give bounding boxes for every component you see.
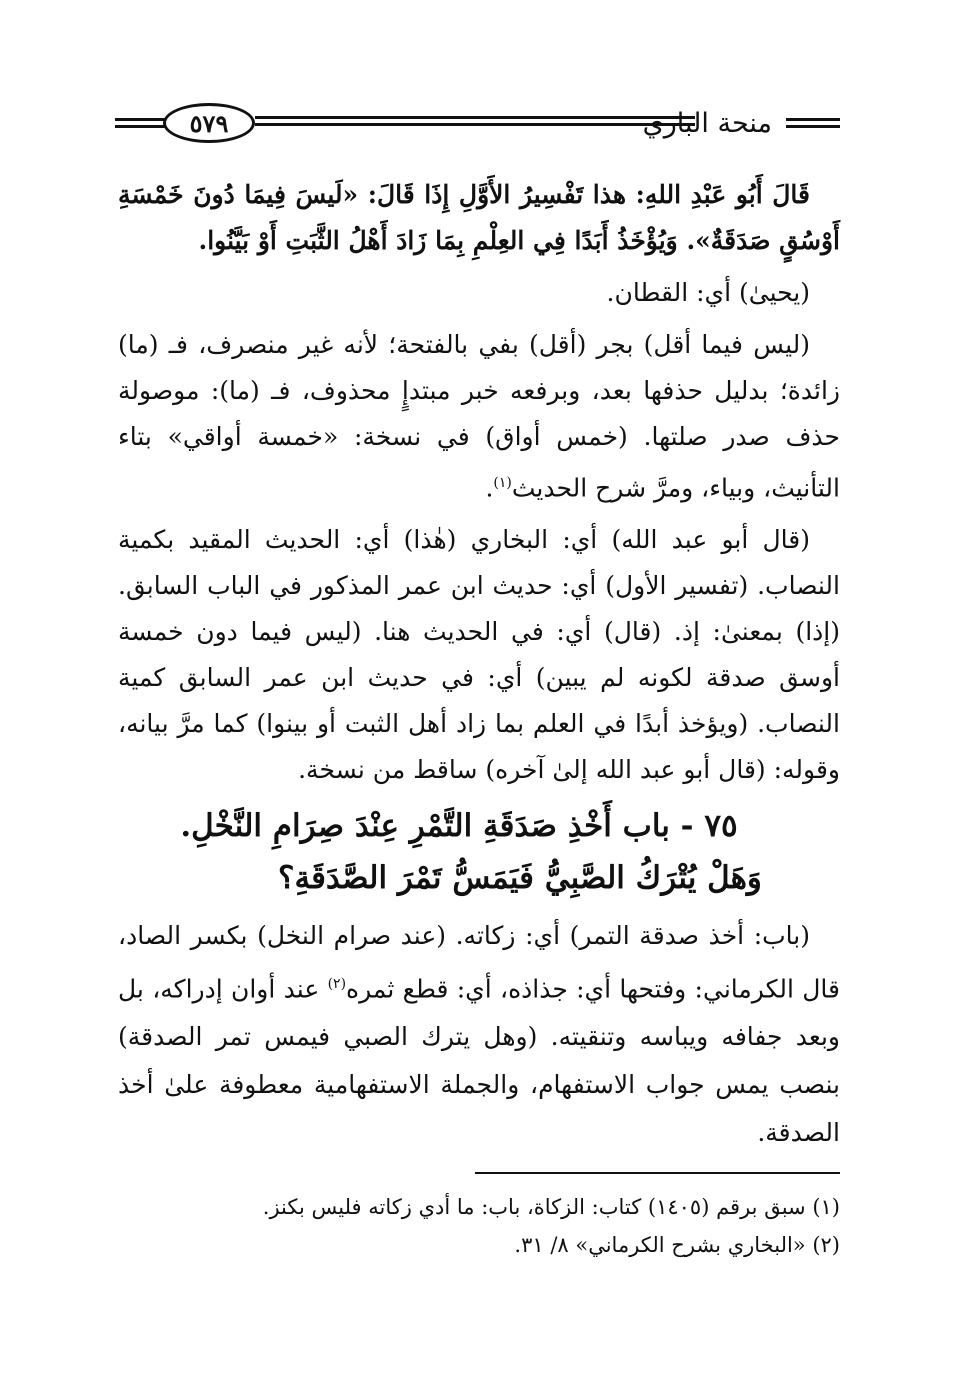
book-title: منحة الباري bbox=[642, 108, 772, 139]
chapter-heading bbox=[118, 800, 840, 904]
footnote-divider bbox=[475, 1172, 840, 1174]
page-header bbox=[115, 100, 840, 160]
page-number-badge bbox=[163, 103, 255, 143]
commentary-paragraph-2-text: (ليس فيما أقل) بجر (أقل) بفي بالفتحة؛ لأنه غير منصرف، فـ (ما) زائدة؛ بدليل حذفها بعد، وبرفعه خبر مبتدإٍ محذوف، فـ (ما): موصولة حذف صدر صلتها. (خمس أواق) في نسخة: «خمسة أواقي» بتاء التأنيث، وبياء، ومرَّ شرح الحديث bbox=[118, 330, 840, 503]
chapter-commentary-text-a: (باب: أخذ صدقة التمر) أي: زكاته. (عند صرام النخل) بكسر الصاد، قال الكرماني: وفتحها أي: جذاذه، أي: قطع ثمره bbox=[118, 921, 841, 1004]
commentary-paragraph-1: (يحيىٰ) أي: القطان. bbox=[606, 278, 810, 307]
chapter-commentary-text-b: عند أوان إدراكه، بل وبعد جفافه ويباسه وتنقيته. (وهل يترك الصبي فيمس تمر الصدقة) بنصب يمس جواب الاستفهام، والجملة الاستفهامية معطوفة علىٰ أخذ الصدقة. bbox=[118, 974, 840, 1148]
footnote-ref-1: (١) bbox=[493, 475, 512, 491]
chapter-subtitle: وَهَلْ يُتْرَكُ الصَّبِيُّ فَيَمَسُّ تَمْرَ الصَّدَقَةِ؟ bbox=[278, 860, 762, 896]
footnotes bbox=[118, 1188, 840, 1264]
footnote-2: (٢) «البخاري بشرح الكرماني» ٨/ ٣١. bbox=[514, 1233, 840, 1257]
chapter-commentary bbox=[118, 912, 840, 1157]
chapter-title: ٧٥ - باب أَخْذِ صَدَقَةِ التَّمْرِ عِنْدَ صِرَامِ النَّخْلِ. bbox=[180, 808, 738, 844]
header-rule-right bbox=[786, 118, 840, 132]
chapter-commentary-paragraph bbox=[118, 912, 840, 1157]
commentary-paragraph-2 bbox=[118, 322, 840, 511]
footnote-ref-2: (٢) bbox=[327, 976, 347, 992]
commentary-paragraph-3: (قال أبو عبد الله) أي: البخاري (هٰذا) أي: الحديث المقيد بكمية النصاب. (تفسير الأول) أي: حديث ابن عمر المذكور في الباب السابق. (إذا) بمعنىٰ: إذ. (قال) أي: في الحديث هنا. (ليس فيما دون خمسة أوسق صدقة لكونه لم يبين) أي: في حديث ابن عمر السابق كمية النصاب. (ويؤخذ أبدًا في العلم بما زاد أهل الثبت أو بينوا) كما مرَّ بيانه، وقوله: (قال أبو عبد الله إلىٰ آخره) ساقط من نسخة. bbox=[118, 525, 840, 785]
page-number: ٥٧٩ bbox=[189, 108, 229, 138]
commentary-section bbox=[118, 172, 840, 799]
header-rule-middle bbox=[255, 116, 695, 130]
hadith-text: قَالَ أَبُو عَبْدِ اللهِ: هذا تَفْسِيرُ الأَوَّلِ إِذَا قَالَ: «لَيسَ فِيمَا دُونَ خَمْسَةِ أَوْسُقٍ صَدَقَةٌ». وَيُؤْخَذُ أَبَدًا فِي العِلْمِ بِمَا زَادَ أَهْلُ الثَّبَتِ أَوْ بَيَّنُوا. bbox=[118, 180, 840, 255]
footnote-1: (١) سبق برقم (١٤٠٥) كتاب: الزكاة، باب: ما أدي زكاته فليس بكنز. bbox=[262, 1195, 840, 1219]
commentary-paragraph-2-end: . bbox=[485, 473, 494, 503]
